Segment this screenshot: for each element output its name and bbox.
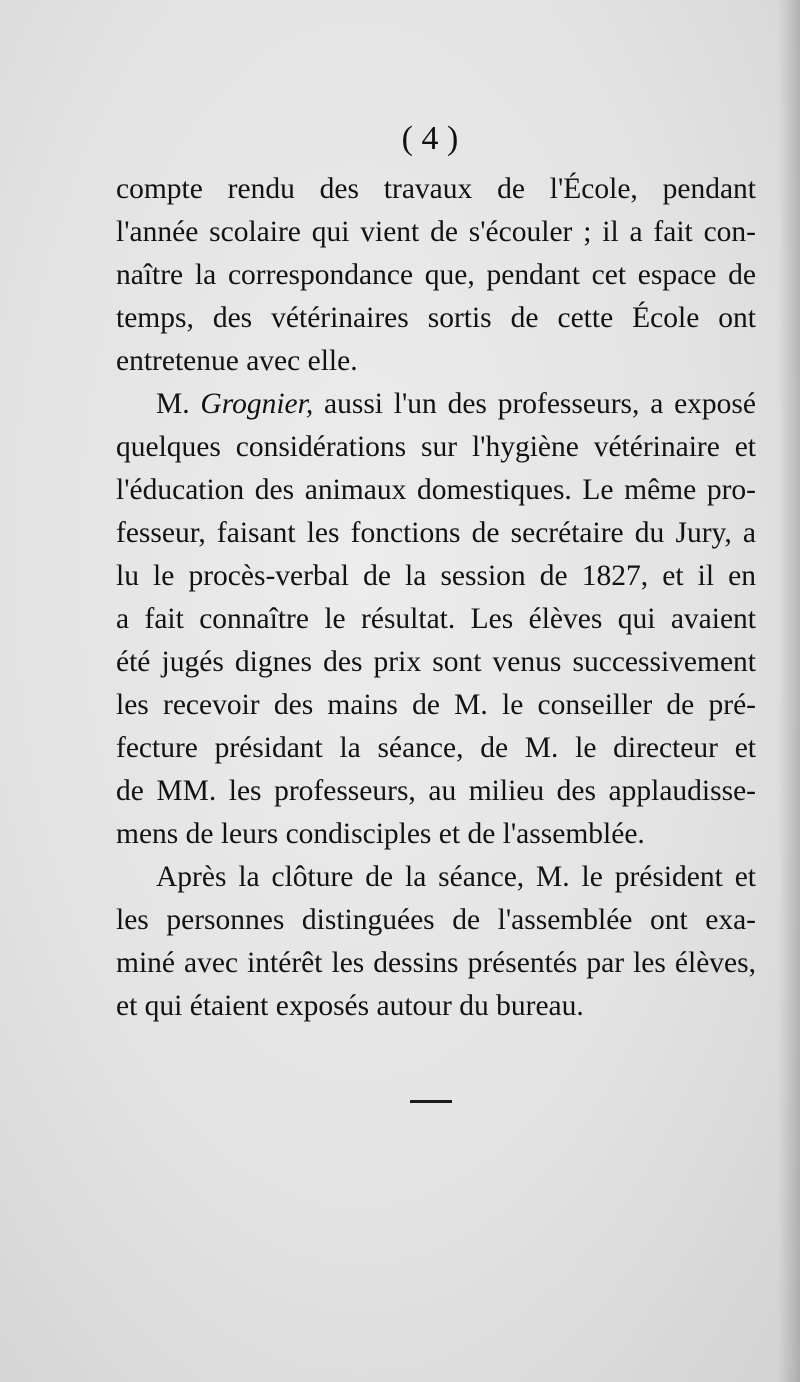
person-name: Grognier, [200, 388, 314, 420]
paragraph-2 [116, 383, 756, 856]
text-line [116, 383, 756, 426]
text-line: a fait connaître le résultat. Les élèves qui avaient [116, 603, 756, 635]
text-line: naître la correspondance que, pendant cet espace de [116, 259, 756, 291]
text-line: et qui étaient exposés autour du bureau. [116, 990, 584, 1022]
section-rule [410, 1100, 452, 1103]
text-line: temps, des vétérinaires sortis de cette École ont [116, 302, 756, 334]
page-edge-shadow [778, 0, 800, 1382]
text-line: été jugés dignes des prix sont venus successivement [116, 646, 756, 678]
text-line: miné avec intérêt les dessins présentés par les élèves, [116, 947, 756, 979]
page-number: ( 4 ) [401, 120, 459, 157]
text-line: lu le procès-verbal de la session de 1827, et il en [116, 560, 756, 592]
text-line: fesseur, faisant les fonctions de secrétaire du Jury, a [116, 517, 756, 549]
paragraph-3 [116, 856, 756, 1028]
page-body [116, 168, 756, 1028]
text-line: mens de leurs condisciples et de l'assemblée. [116, 818, 645, 850]
text-fragment: M. [156, 388, 201, 420]
text-line: entretenue avec elle. [116, 345, 358, 377]
text-line: les personnes distinguées de l'assemblée ont exa- [116, 904, 756, 936]
text-line: l'éducation des animaux domestiques. Le même pro- [116, 474, 756, 506]
text-line: de MM. les professeurs, au milieu des applaudisse- [116, 775, 756, 807]
text-line: l'année scolaire qui vient de s'écouler ; il a fait con- [116, 216, 756, 248]
paragraph-1 [116, 168, 756, 383]
text-line: les recevoir des mains de M. le conseiller de pré- [116, 689, 756, 721]
text-line: fecture présidant la séance, de M. le directeur et [116, 732, 756, 764]
text-line: Après la clôture de la séance, M. le président et [156, 861, 756, 893]
text-line: compte rendu des travaux de l'École, pendant [116, 173, 756, 205]
text-fragment: aussi l'un des professeurs, a exposé [313, 388, 756, 420]
text-line: quelques considérations sur l'hygiène vétérinaire et [116, 431, 756, 463]
